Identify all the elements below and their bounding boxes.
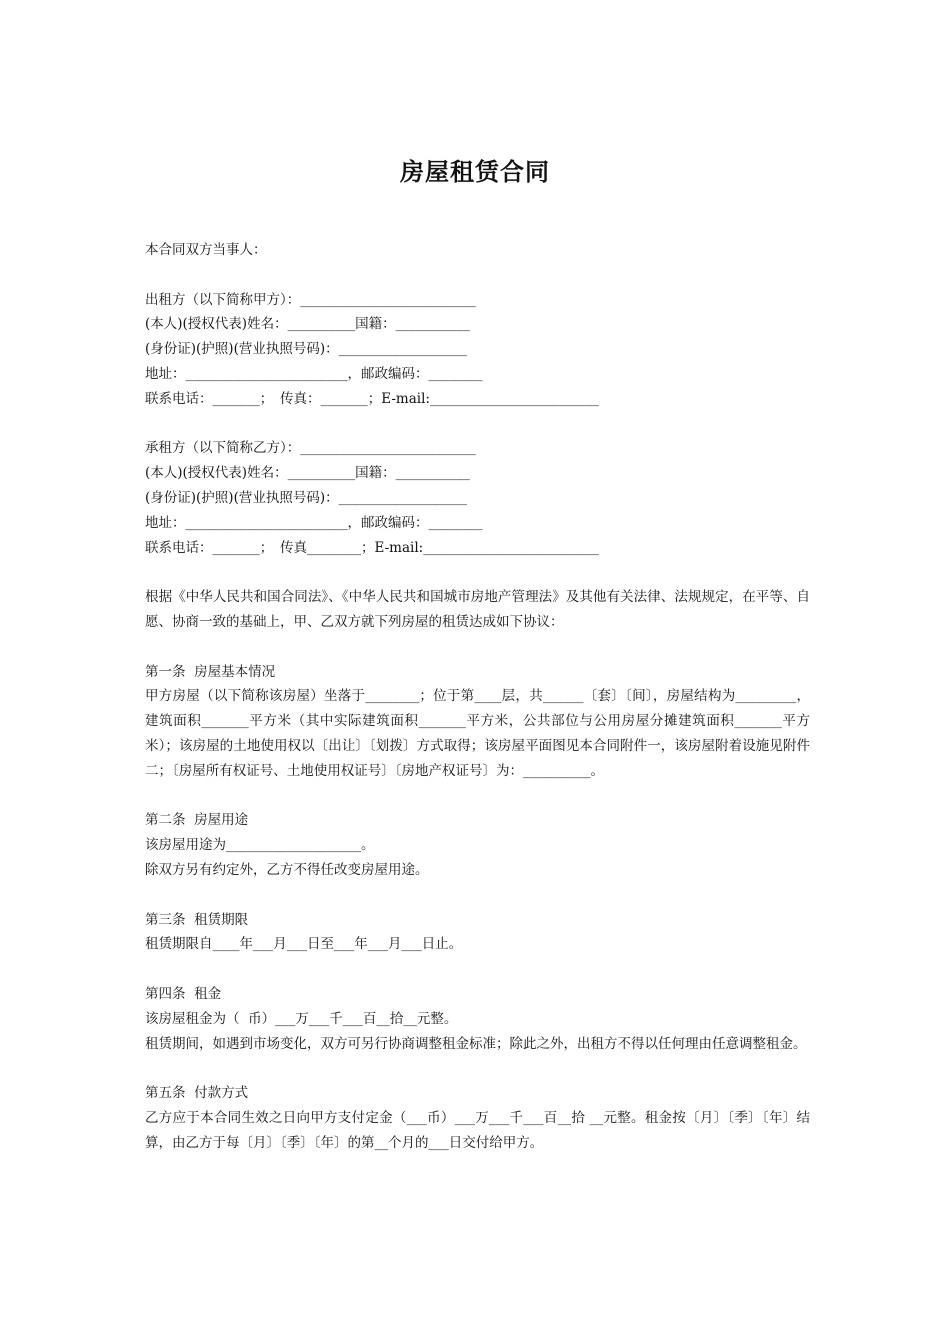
article-2-line-1: 该房屋用途为____________________。 bbox=[145, 837, 375, 854]
spacer bbox=[145, 412, 810, 437]
lessor-id-line: (身份证)(护照)(营业执照号码)：___________________ bbox=[145, 341, 467, 358]
spacer bbox=[145, 263, 810, 288]
article-4-heading: 第四条 租金 bbox=[145, 985, 222, 1002]
article-3 bbox=[145, 908, 810, 958]
lessor-section bbox=[145, 288, 810, 412]
lessor-representative-line: (本人)(授权代表)姓名：__________国籍：___________ bbox=[145, 316, 470, 333]
lessor-contact-line: 联系电话：_______； 传真：_______；E-mail:_________________________ bbox=[145, 390, 599, 407]
article-5-body: 乙方应于本合同生效之日向甲方支付定金（___币）___万___千___百__拾 __元整。租金按〔月〕〔季〕〔年〕结算，由乙方于每〔月〕〔季〕〔年〕的第__个月的___日交付给甲方。 bbox=[145, 1109, 810, 1151]
article-5 bbox=[145, 1081, 810, 1155]
article-5-heading: 第五条 付款方式 bbox=[145, 1085, 249, 1102]
lessor-address-line: 地址：________________________，邮政编码：________ bbox=[145, 365, 483, 382]
lessee-section bbox=[145, 436, 810, 560]
spacer bbox=[145, 784, 810, 809]
document-title: 房屋租赁合同 bbox=[400, 157, 550, 186]
lessee-address-line: 地址：________________________，邮政编码：________ bbox=[145, 514, 483, 531]
spacer bbox=[145, 1056, 810, 1081]
article-2-heading: 第二条 房屋用途 bbox=[145, 812, 249, 829]
lessor-name-line: 出租方（以下简称甲方）：__________________________ bbox=[145, 291, 476, 308]
article-2-line-2: 除双方另有约定外，乙方不得任改变房屋用途。 bbox=[145, 861, 429, 878]
spacer bbox=[145, 560, 810, 585]
preamble-paragraph: 根据《中华人民共和国合同法》、《中华人民共和国城市房地产管理法》及其他有关法律、法规规定，在平等、自愿、协商一致的基础上，甲、乙双方就下列房屋的租赁达成如下协议： bbox=[145, 589, 810, 630]
parties-intro: 本合同双方当事人： bbox=[145, 242, 267, 258]
article-4 bbox=[145, 982, 810, 1056]
article-3-line-1: 租赁期限自____年___月___日至___年___月___日止。 bbox=[145, 936, 463, 953]
lessee-representative-line: (本人)(授权代表)姓名：__________国籍：___________ bbox=[145, 465, 470, 482]
document-body bbox=[145, 238, 810, 1155]
article-4-line-1: 该房屋租金为（ 币）___万___千___百__拾__元整。 bbox=[145, 1010, 458, 1027]
article-1-body: 甲方房屋（以下简称该房屋）坐落于________；位于第____层，共______〔套〕〔间〕，房屋结构为_________，建筑面积_______平方米（其中实际建筑面积_______平方米，公共部位与公用房屋分摊建筑面积_______平方米）；该房屋的土地使用权以〔出让〕〔划拨〕方式取得；该房屋平面图见本合同附件一，该房屋附着设施见附件二；〔房屋所有权证号、土地使用权证号〕〔房地产权证号〕为：__________。 bbox=[145, 688, 810, 779]
lessee-name-line: 承租方（以下简称乙方）：__________________________ bbox=[145, 440, 476, 457]
article-4-line-2: 租赁期间，如遇到市场变化，双方可另行协商调整租金标准；除此之外，出租方不得以任何理由任意调整租金。 bbox=[145, 1035, 807, 1052]
spacer bbox=[145, 635, 810, 660]
article-1 bbox=[145, 660, 810, 784]
article-3-heading: 第三条 租赁期限 bbox=[145, 911, 249, 928]
lessee-id-line: (身份证)(护照)(营业执照号码)：___________________ bbox=[145, 489, 467, 506]
spacer bbox=[145, 957, 810, 982]
lessee-contact-line: 联系电话：_______； 传真________；E-mail:__________________________ bbox=[145, 539, 599, 556]
article-1-heading: 第一条 房屋基本情况 bbox=[145, 663, 276, 680]
spacer bbox=[145, 883, 810, 908]
article-2 bbox=[145, 808, 810, 882]
